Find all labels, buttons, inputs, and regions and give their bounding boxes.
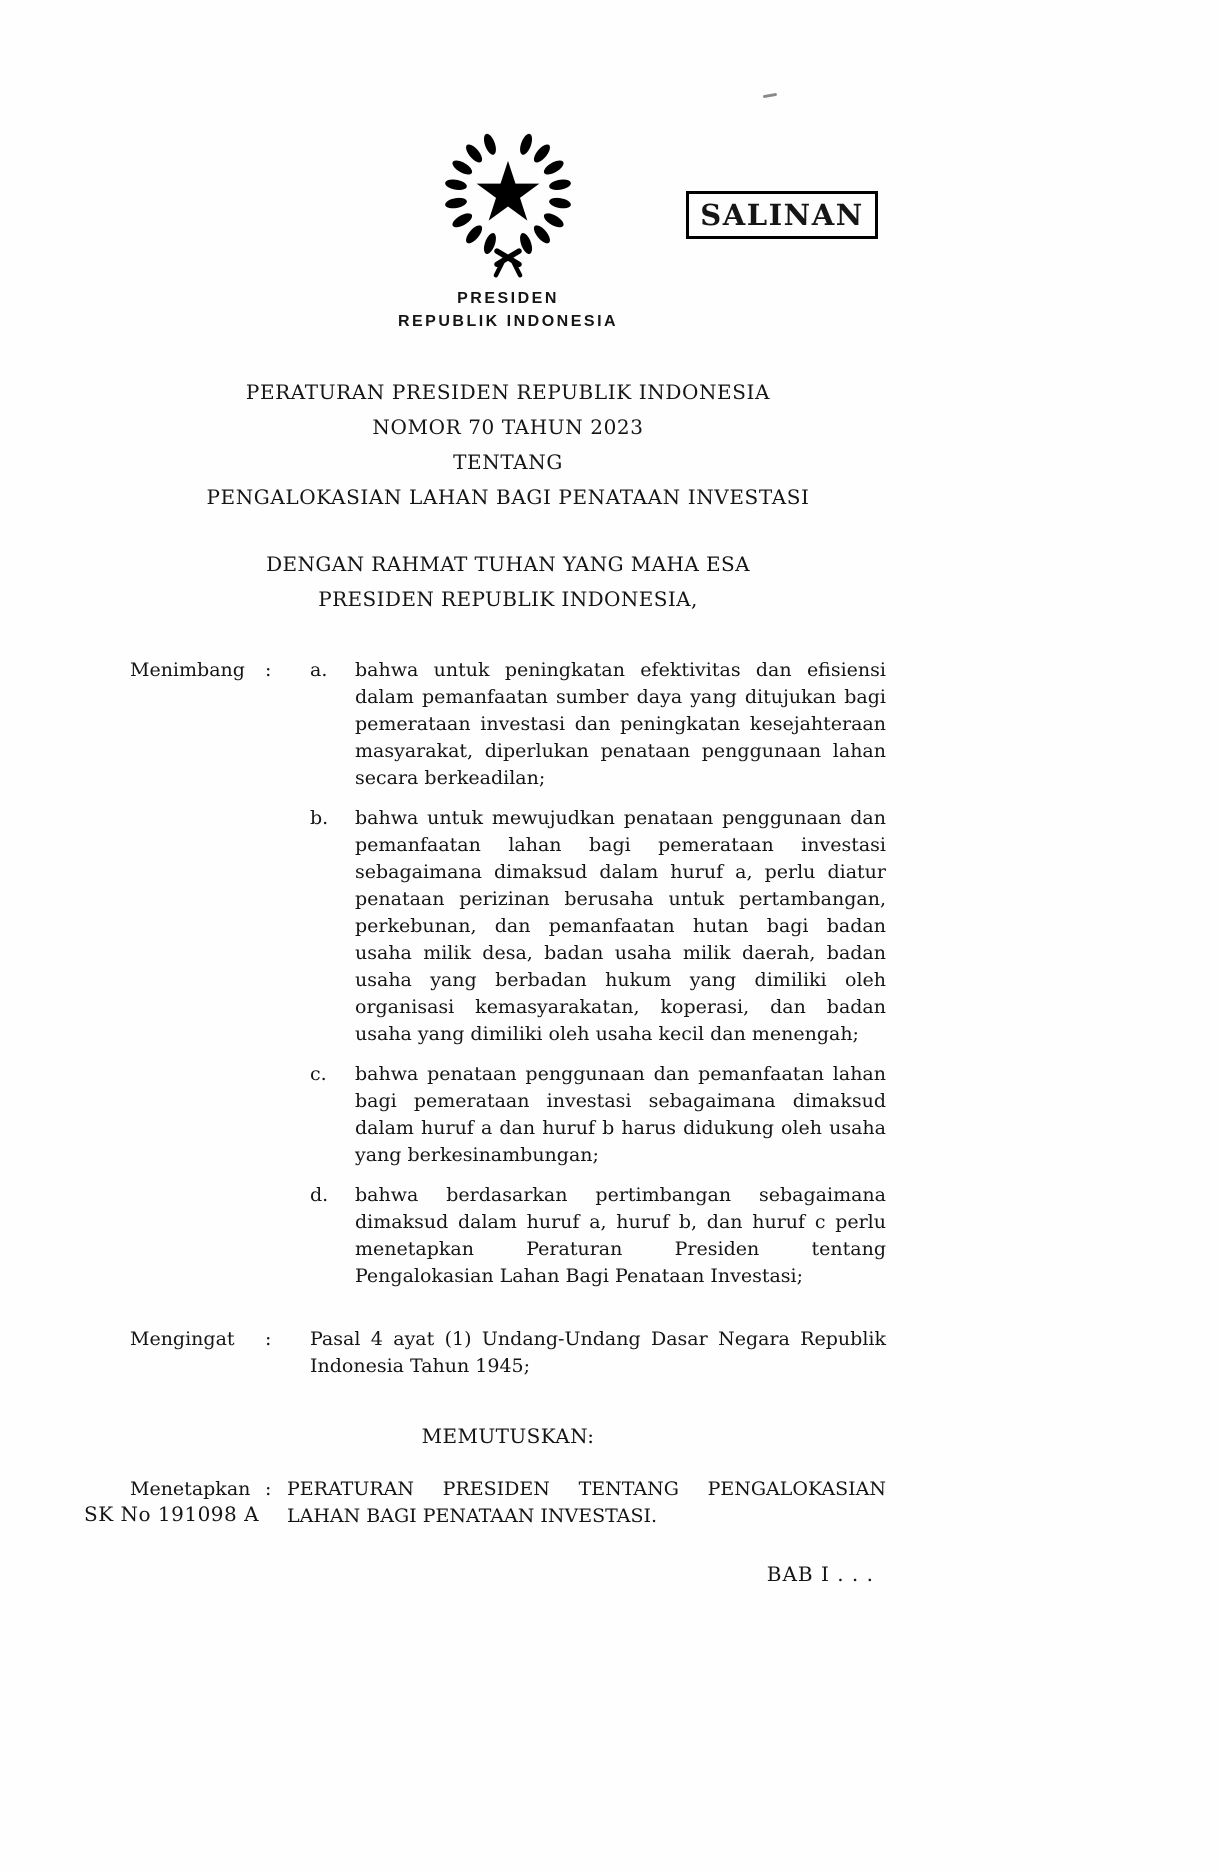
- menimbang-item-d: [310, 1182, 886, 1290]
- letterhead: [130, 130, 886, 331]
- page-continuation-marker: BAB I . . .: [766, 1562, 874, 1586]
- menimbang-item-a: [310, 657, 886, 792]
- mengingat-text: Pasal 4 ayat (1) Undang-Undang Dasar Negara Republik Indonesia Tahun 1945;: [310, 1328, 886, 1377]
- salinan-stamp: SALINAN: [686, 191, 878, 239]
- document-content: [130, 130, 886, 1586]
- menimbang-items: [310, 657, 886, 1290]
- preamble-line-1: DENGAN RAHMAT TUHAN YANG MAHA ESA: [266, 552, 750, 576]
- letterhead-presiden: PRESIDEN: [457, 290, 559, 307]
- presidential-emblem-icon: [442, 130, 574, 282]
- title-line-1: PERATURAN PRESIDEN REPUBLIK INDONESIA: [245, 380, 771, 404]
- mengingat-section: [130, 1326, 886, 1380]
- menetapkan-label: Menetapkan: [130, 1478, 251, 1500]
- preamble: [130, 547, 886, 617]
- menimbang-colon: :: [265, 659, 272, 681]
- sk-number: SK No 191098 A: [84, 1502, 260, 1526]
- item-text: bahwa berdasarkan pertimbangan sebagaimana dimaksud dalam huruf a, huruf b, dan huruf c perlu menetapkan Peraturan Presiden tentang Pengalokasian Lahan Bagi Penataan Investasi;: [355, 1184, 886, 1287]
- mengingat-colon: :: [265, 1328, 272, 1350]
- menimbang-item-b: [310, 805, 886, 1048]
- title-line-4: PENGALOKASIAN LAHAN BAGI PENATAAN INVESTASI: [206, 485, 810, 509]
- item-letter: d.: [310, 1184, 329, 1206]
- memutuskan-heading: MEMUTUSKAN:: [421, 1424, 595, 1448]
- item-text: bahwa penataan penggunaan dan pemanfaatan lahan bagi pemerataan investasi sebagaimana dimaksud dalam huruf a dan huruf b harus didukung oleh usaha yang berkesinambungan;: [355, 1063, 886, 1166]
- item-letter: c.: [310, 1063, 327, 1085]
- menimbang-label: Menimbang: [130, 659, 245, 681]
- regulation-title: [130, 375, 886, 515]
- preamble-line-2: PRESIDEN REPUBLIK INDONESIA,: [318, 587, 698, 611]
- scan-artifact: [763, 93, 777, 98]
- title-line-3: TENTANG: [453, 450, 563, 474]
- title-line-2: NOMOR 70 TAHUN 2023: [372, 415, 644, 439]
- menimbang-item-c: [310, 1061, 886, 1169]
- mengingat-label: Mengingat: [130, 1328, 235, 1350]
- item-letter: a.: [310, 659, 328, 681]
- letterhead-republik-indonesia: REPUBLIK INDONESIA: [397, 313, 619, 330]
- item-letter: b.: [310, 807, 329, 829]
- menetapkan-colon: :: [265, 1478, 272, 1500]
- item-text: bahwa untuk peningkatan efektivitas dan efisiensi dalam pemanfaatan sumber daya yang ditujukan bagi pemerataan investasi dan peningkatan kesejahteraan masyarakat, diperlukan penataan penggunaan lahan secara berkeadilan;: [355, 659, 886, 789]
- item-text: bahwa untuk mewujudkan penataan penggunaan dan pemanfaatan lahan bagi pemerataan investasi sebagaimana dimaksud dalam huruf a, perlu diatur penataan perizinan berusaha untuk pertambangan, perkebunan, dan pemanfaatan hutan bagi badan usaha milik desa, badan usaha milik daerah, badan usaha yang berbadan hukum yang dimiliki oleh organisasi kemasyarakatan, koperasi, dan badan usaha yang dimiliki oleh usaha kecil dan menengah;: [355, 807, 886, 1045]
- menetapkan-text: PERATURAN PRESIDEN TENTANG PENGALOKASIAN LAHAN BAGI PENATAAN INVESTASI.: [287, 1478, 886, 1527]
- menimbang-section: [130, 657, 886, 1290]
